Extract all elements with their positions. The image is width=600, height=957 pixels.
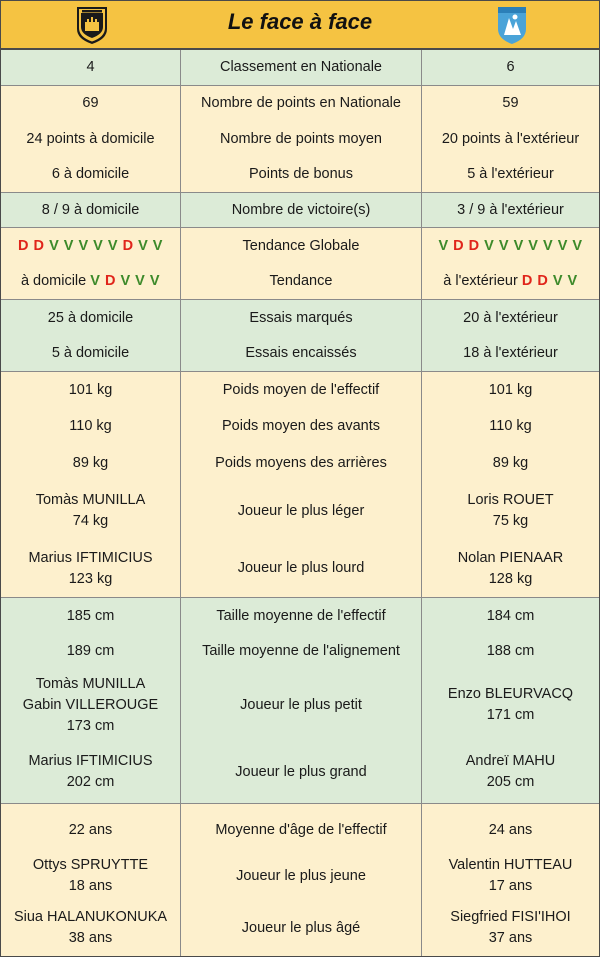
defeat-mark: D: [122, 237, 134, 254]
left-player: [1, 902, 180, 954]
row-label: Classement en Nationale: [219, 59, 382, 75]
row-label: Joueur le plus petit: [240, 696, 362, 713]
victory-mark: V: [93, 237, 104, 254]
victory-mark: V: [567, 273, 578, 289]
row-label: Joueur le plus grand: [235, 763, 367, 780]
victory-mark: V: [120, 273, 131, 289]
victory-mark: V: [498, 237, 510, 254]
player-name: Nolan PIENAAR: [457, 549, 564, 566]
right-player: [422, 540, 599, 597]
right-player: [422, 482, 599, 540]
row-wins: [1, 193, 599, 227]
player-value: 171 cm: [486, 707, 535, 723]
right-value: 6: [506, 59, 515, 75]
victory-mark: V: [78, 237, 89, 254]
row-label: Essais encaissés: [245, 345, 357, 361]
row-tallest: [1, 741, 599, 803]
left-value: 4: [86, 59, 95, 75]
player-name: Tomàs MUNILLA: [35, 675, 146, 692]
trend-sequence: [18, 236, 163, 257]
row-label: Joueur le plus léger: [237, 502, 365, 519]
victory-mark: V: [552, 273, 564, 289]
victory-mark: V: [135, 273, 146, 289]
right-value: 188 cm: [486, 643, 535, 659]
right-player: [422, 669, 599, 741]
section-ranking: [1, 50, 599, 86]
row-label: Joueur le plus âgé: [241, 919, 361, 936]
section-trends: [1, 228, 599, 300]
player-value: 75 kg: [492, 513, 529, 529]
section-points: [1, 86, 599, 193]
right-player: [422, 850, 599, 902]
row-label: Poids moyen de l'effectif: [222, 381, 380, 398]
left-value: 69: [82, 95, 99, 111]
player-name: Tomàs MUNILLA: [35, 492, 146, 508]
right-player: [422, 902, 599, 954]
right-trend: [422, 264, 599, 299]
player-name: Andreï MAHU: [465, 753, 556, 769]
player-value: 17 ans: [488, 878, 533, 894]
right-value: 184 cm: [486, 607, 535, 624]
row-label: Moyenne d'âge de l'effectif: [215, 821, 387, 838]
defeat-mark: D: [18, 237, 30, 254]
row-lightest: [1, 482, 599, 540]
right-value: 20 à l'extérieur: [463, 309, 558, 326]
row-global-trend: [1, 228, 599, 264]
trend-sequence: [522, 273, 578, 289]
row-ranking: [1, 50, 599, 85]
left-value: 5 à domicile: [51, 345, 130, 361]
trend-prefix: à domicile: [20, 273, 87, 289]
massy-logo-icon: [495, 5, 529, 45]
player-name: Valentin HUTTEAU: [448, 857, 573, 873]
defeat-mark: D: [537, 273, 549, 289]
row-label: Taille moyenne de l'effectif: [216, 607, 386, 624]
victory-mark: V: [484, 237, 495, 254]
player-name: Marius IFTIMICIUS: [28, 549, 153, 566]
row-avg-weight-backs: [1, 444, 599, 482]
row-shortest: [1, 669, 599, 741]
player-value: 37 ans: [488, 930, 533, 946]
player-name: Siua HALANUKONUKA: [13, 909, 168, 925]
left-player: [1, 669, 180, 741]
row-trend: [1, 264, 599, 299]
row-avg-weight: [1, 372, 599, 408]
left-value: 8 / 9 à domicile: [41, 201, 140, 218]
player-name: Gabin VILLEROUGE: [22, 696, 159, 713]
section-age: [1, 804, 599, 956]
row-label: Tendance Globale: [242, 237, 360, 254]
right-value: 89 kg: [492, 454, 529, 471]
row-label: Nombre de victoire(s): [231, 201, 371, 218]
defeat-mark: D: [104, 273, 116, 289]
row-points: [1, 86, 599, 121]
victory-mark: V: [542, 237, 554, 254]
row-avg-height-lineout: [1, 634, 599, 669]
right-value: 110 kg: [489, 417, 532, 434]
row-avg-weight-forwards: [1, 408, 599, 444]
row-tries-scored: [1, 300, 599, 336]
victory-mark: V: [438, 237, 449, 254]
left-value: 24 points à domicile: [26, 130, 155, 147]
row-bonus: [1, 157, 599, 192]
right-value: 20 points à l'extérieur: [441, 130, 580, 147]
right-value: 18 à l'extérieur: [463, 345, 558, 361]
player-name: Enzo BLEURVACQ: [447, 686, 574, 702]
right-value: 101 kg: [488, 381, 533, 398]
player-name: Ottys SPRUYTTE: [32, 857, 149, 873]
defeat-mark: D: [33, 237, 45, 254]
player-value: 123 kg: [68, 570, 113, 587]
right-trend: [422, 228, 599, 264]
left-player: [1, 482, 180, 540]
row-avg-age: [1, 810, 599, 850]
right-value: 24 ans: [488, 821, 533, 838]
left-trend: [1, 264, 180, 299]
defeat-mark: D: [521, 273, 533, 289]
row-label: Essais marqués: [249, 309, 353, 326]
victory-mark: V: [90, 273, 101, 289]
header: [1, 1, 599, 50]
victory-mark: V: [528, 237, 539, 254]
player-name: Siegfried FISI'IHOI: [450, 909, 571, 925]
victory-mark: V: [513, 237, 524, 254]
defeat-mark: D: [468, 237, 480, 254]
victory-mark: V: [63, 237, 74, 254]
left-value: 101 kg: [68, 381, 113, 398]
victory-mark: V: [152, 237, 163, 254]
trend-sequence: [90, 273, 160, 289]
trend-prefix: à l'extérieur: [443, 273, 518, 289]
player-name: Marius IFTIMICIUS: [28, 753, 153, 769]
player-value: 173 cm: [66, 717, 115, 734]
right-player: [422, 741, 599, 803]
row-tries-conceded: [1, 336, 599, 371]
victory-mark: V: [149, 273, 161, 289]
player-value: 128 kg: [488, 570, 533, 587]
player-value: 202 cm: [66, 774, 115, 790]
section-wins: [1, 193, 599, 228]
left-value: 89 kg: [72, 454, 109, 471]
trend-sequence: [438, 236, 582, 257]
row-heaviest: [1, 540, 599, 597]
victory-mark: V: [138, 237, 149, 254]
left-value: 185 cm: [66, 607, 115, 624]
victory-mark: V: [557, 237, 568, 254]
right-value: 59: [502, 95, 519, 111]
player-value: 205 cm: [486, 774, 535, 790]
row-label: Joueur le plus lourd: [237, 560, 365, 576]
row-label: Tendance: [269, 273, 333, 289]
player-value: 74 kg: [72, 513, 109, 529]
section-tries: [1, 300, 599, 372]
section-height: [1, 598, 599, 804]
row-avg-points: [1, 121, 599, 157]
player-value: 18 ans: [68, 878, 113, 894]
row-label: Poids moyen des avants: [222, 417, 380, 434]
left-trend: [1, 228, 180, 264]
left-value: 110 kg: [69, 417, 112, 434]
row-label: Joueur le plus jeune: [236, 867, 366, 884]
player-name: Loris ROUET: [467, 492, 554, 508]
row-label: Poids moyens des arrières: [215, 454, 387, 471]
row-label: Nombre de points moyen: [220, 130, 382, 147]
row-label: Points de bonus: [249, 166, 353, 182]
victory-mark: V: [572, 237, 583, 254]
left-player: [1, 540, 180, 597]
player-value: 38 ans: [68, 930, 113, 946]
victory-mark: V: [49, 237, 60, 254]
left-value: 6 à domicile: [51, 166, 130, 182]
row-label: Taille moyenne de l'alignement: [202, 643, 400, 659]
page-title: Le face à face: [227, 9, 373, 34]
defeat-mark: D: [453, 237, 465, 254]
row-label: Nombre de points en Nationale: [201, 95, 401, 111]
left-value: 22 ans: [68, 821, 113, 838]
right-value: 5 à l'extérieur: [467, 166, 554, 182]
right-value: 3 / 9 à l'extérieur: [457, 201, 564, 218]
row-youngest: [1, 850, 599, 902]
row-oldest: [1, 902, 599, 954]
victory-mark: V: [107, 237, 119, 254]
section-weight: [1, 372, 599, 598]
row-avg-height: [1, 598, 599, 634]
left-value: 189 cm: [66, 643, 115, 659]
left-player: [1, 850, 180, 902]
left-player: [1, 741, 180, 803]
left-value: 25 à domicile: [47, 309, 134, 326]
